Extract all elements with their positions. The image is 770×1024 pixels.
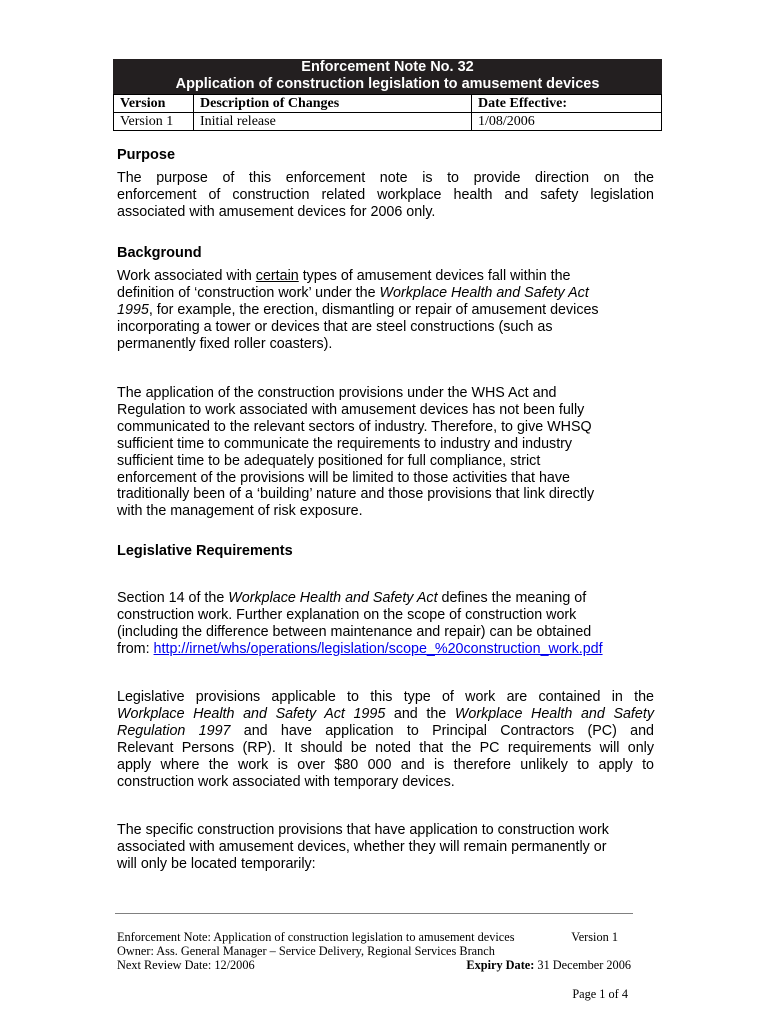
text-line: The specific construction provisions that have application to construction work bbox=[117, 822, 609, 838]
text-line: The purpose of this enforcement note is to provide direction on the bbox=[117, 170, 654, 186]
text-line: incorporating a tower or devices that are steel constructions (such as bbox=[117, 318, 553, 335]
text-line: associated with amusement devices, whether they will remain permanently or bbox=[117, 838, 607, 855]
text-line: Workplace Health and Safety Act 1995 and the Workplace Health and Safety bbox=[117, 705, 654, 722]
column-header: Version bbox=[114, 95, 194, 113]
act-year: 1995 bbox=[117, 301, 149, 318]
text-line: construction work associated with temporary devices. bbox=[117, 773, 455, 790]
footer-expiry: Expiry Date: 31 December 2006 bbox=[466, 958, 631, 972]
table-cell: Initial release bbox=[194, 113, 472, 131]
scope-document-link[interactable]: http://irnet/whs/operations/legislation/scope_%20construction_work.pdf bbox=[153, 640, 603, 657]
legislative-paragraph-2 bbox=[117, 689, 654, 790]
footer-line-3 bbox=[117, 958, 631, 972]
act-title: Workplace Health and Safety Act bbox=[379, 284, 589, 301]
column-header: Description of Changes bbox=[194, 95, 472, 113]
footer-divider bbox=[115, 913, 633, 914]
footer-review-date: Next Review Date: 12/2006 bbox=[117, 958, 255, 972]
table-cell: 1/08/2006 bbox=[472, 113, 662, 131]
background-heading: Background bbox=[117, 245, 202, 261]
text-line: construction work. Further explanation on the scope of construction work bbox=[117, 606, 577, 623]
text-line: 1995, for example, the erection, dismantling or repair of amusement devices bbox=[117, 301, 599, 318]
background-paragraph-2 bbox=[117, 385, 654, 520]
purpose-heading: Purpose bbox=[117, 147, 176, 163]
text-line: associated with amusement devices for 2006 only. bbox=[117, 203, 436, 220]
text-line: enforcement of construction related workplace health and safety legislation bbox=[117, 186, 654, 203]
note-number-title: Enforcement Note No. 32 bbox=[301, 59, 474, 75]
text-line: The application of the construction provisions under the WHS Act and bbox=[117, 385, 557, 401]
text-line: sufficient time to communicate the requirements to industry and industry bbox=[117, 435, 573, 452]
version-table bbox=[113, 94, 662, 131]
table-row bbox=[114, 113, 662, 131]
text-line: sufficient time to be adequately positioned for full compliance, strict bbox=[117, 452, 541, 469]
text-line: with the management of risk exposure. bbox=[117, 503, 363, 520]
legislative-heading: Legislative Requirements bbox=[117, 543, 293, 559]
text-line: traditionally been of a ‘building’ nature and those provisions that link directly bbox=[117, 486, 595, 503]
footer-note-title: Enforcement Note: Application of construction legislation to amusement devices bbox=[117, 930, 515, 944]
table-cell: Version 1 bbox=[114, 113, 194, 131]
text-line: communicated to the relevant sectors of industry. Therefore, to give WHSQ bbox=[117, 418, 592, 435]
document-header bbox=[113, 59, 662, 94]
text-line: apply where the work is over $80 000 and is therefore unlikely to apply to bbox=[117, 756, 654, 773]
text-line: from: http://irnet/whs/operations/legislation/scope_%20construction_work.pdf bbox=[117, 640, 603, 657]
text-line: (including the difference between maintenance and repair) can be obtained bbox=[117, 623, 592, 640]
footer-owner: Owner: Ass. General Manager – Service Delivery, Regional Services Branch bbox=[117, 944, 495, 958]
column-header: Date Effective: bbox=[472, 95, 662, 113]
footer-version: Version 1 bbox=[571, 930, 618, 944]
legislative-paragraph-3 bbox=[117, 822, 654, 873]
legislative-paragraph-1 bbox=[117, 590, 654, 658]
text-line: definition of ‘construction work’ under the Workplace Health and Safety Act bbox=[117, 284, 589, 301]
emphasis-underline: certain bbox=[255, 268, 299, 284]
text-line: will only be located temporarily: bbox=[117, 855, 316, 872]
text-line: Work associated with certain types of amusement devices fall within the bbox=[117, 268, 571, 284]
text-line: permanently fixed roller coasters). bbox=[117, 335, 333, 352]
note-subject-title: Application of construction legislation to amusement devices bbox=[175, 76, 600, 92]
text-line: Regulation to work associated with amusement devices has not been fully bbox=[117, 401, 585, 418]
background-paragraph-1 bbox=[117, 268, 654, 353]
act-title: Workplace Health and Safety Act bbox=[228, 590, 438, 606]
text-line: Relevant Persons (RP). It should be noted that the PC requirements will only bbox=[117, 739, 654, 756]
footer-line-1 bbox=[117, 930, 631, 944]
text-line: Section 14 of the Workplace Health and Safety Act defines the meaning of bbox=[117, 590, 587, 606]
text-line: Regulation 1997 and have application to Principal Contractors (PC) and bbox=[117, 722, 654, 739]
purpose-paragraph bbox=[117, 170, 654, 221]
page-number: Page 1 of 4 bbox=[572, 987, 628, 1001]
text-line: enforcement of the provisions will be limited to those activities that have bbox=[117, 469, 570, 486]
table-header-row bbox=[114, 95, 662, 113]
text-line: Legislative provisions applicable to this type of work are contained in the bbox=[117, 689, 654, 705]
